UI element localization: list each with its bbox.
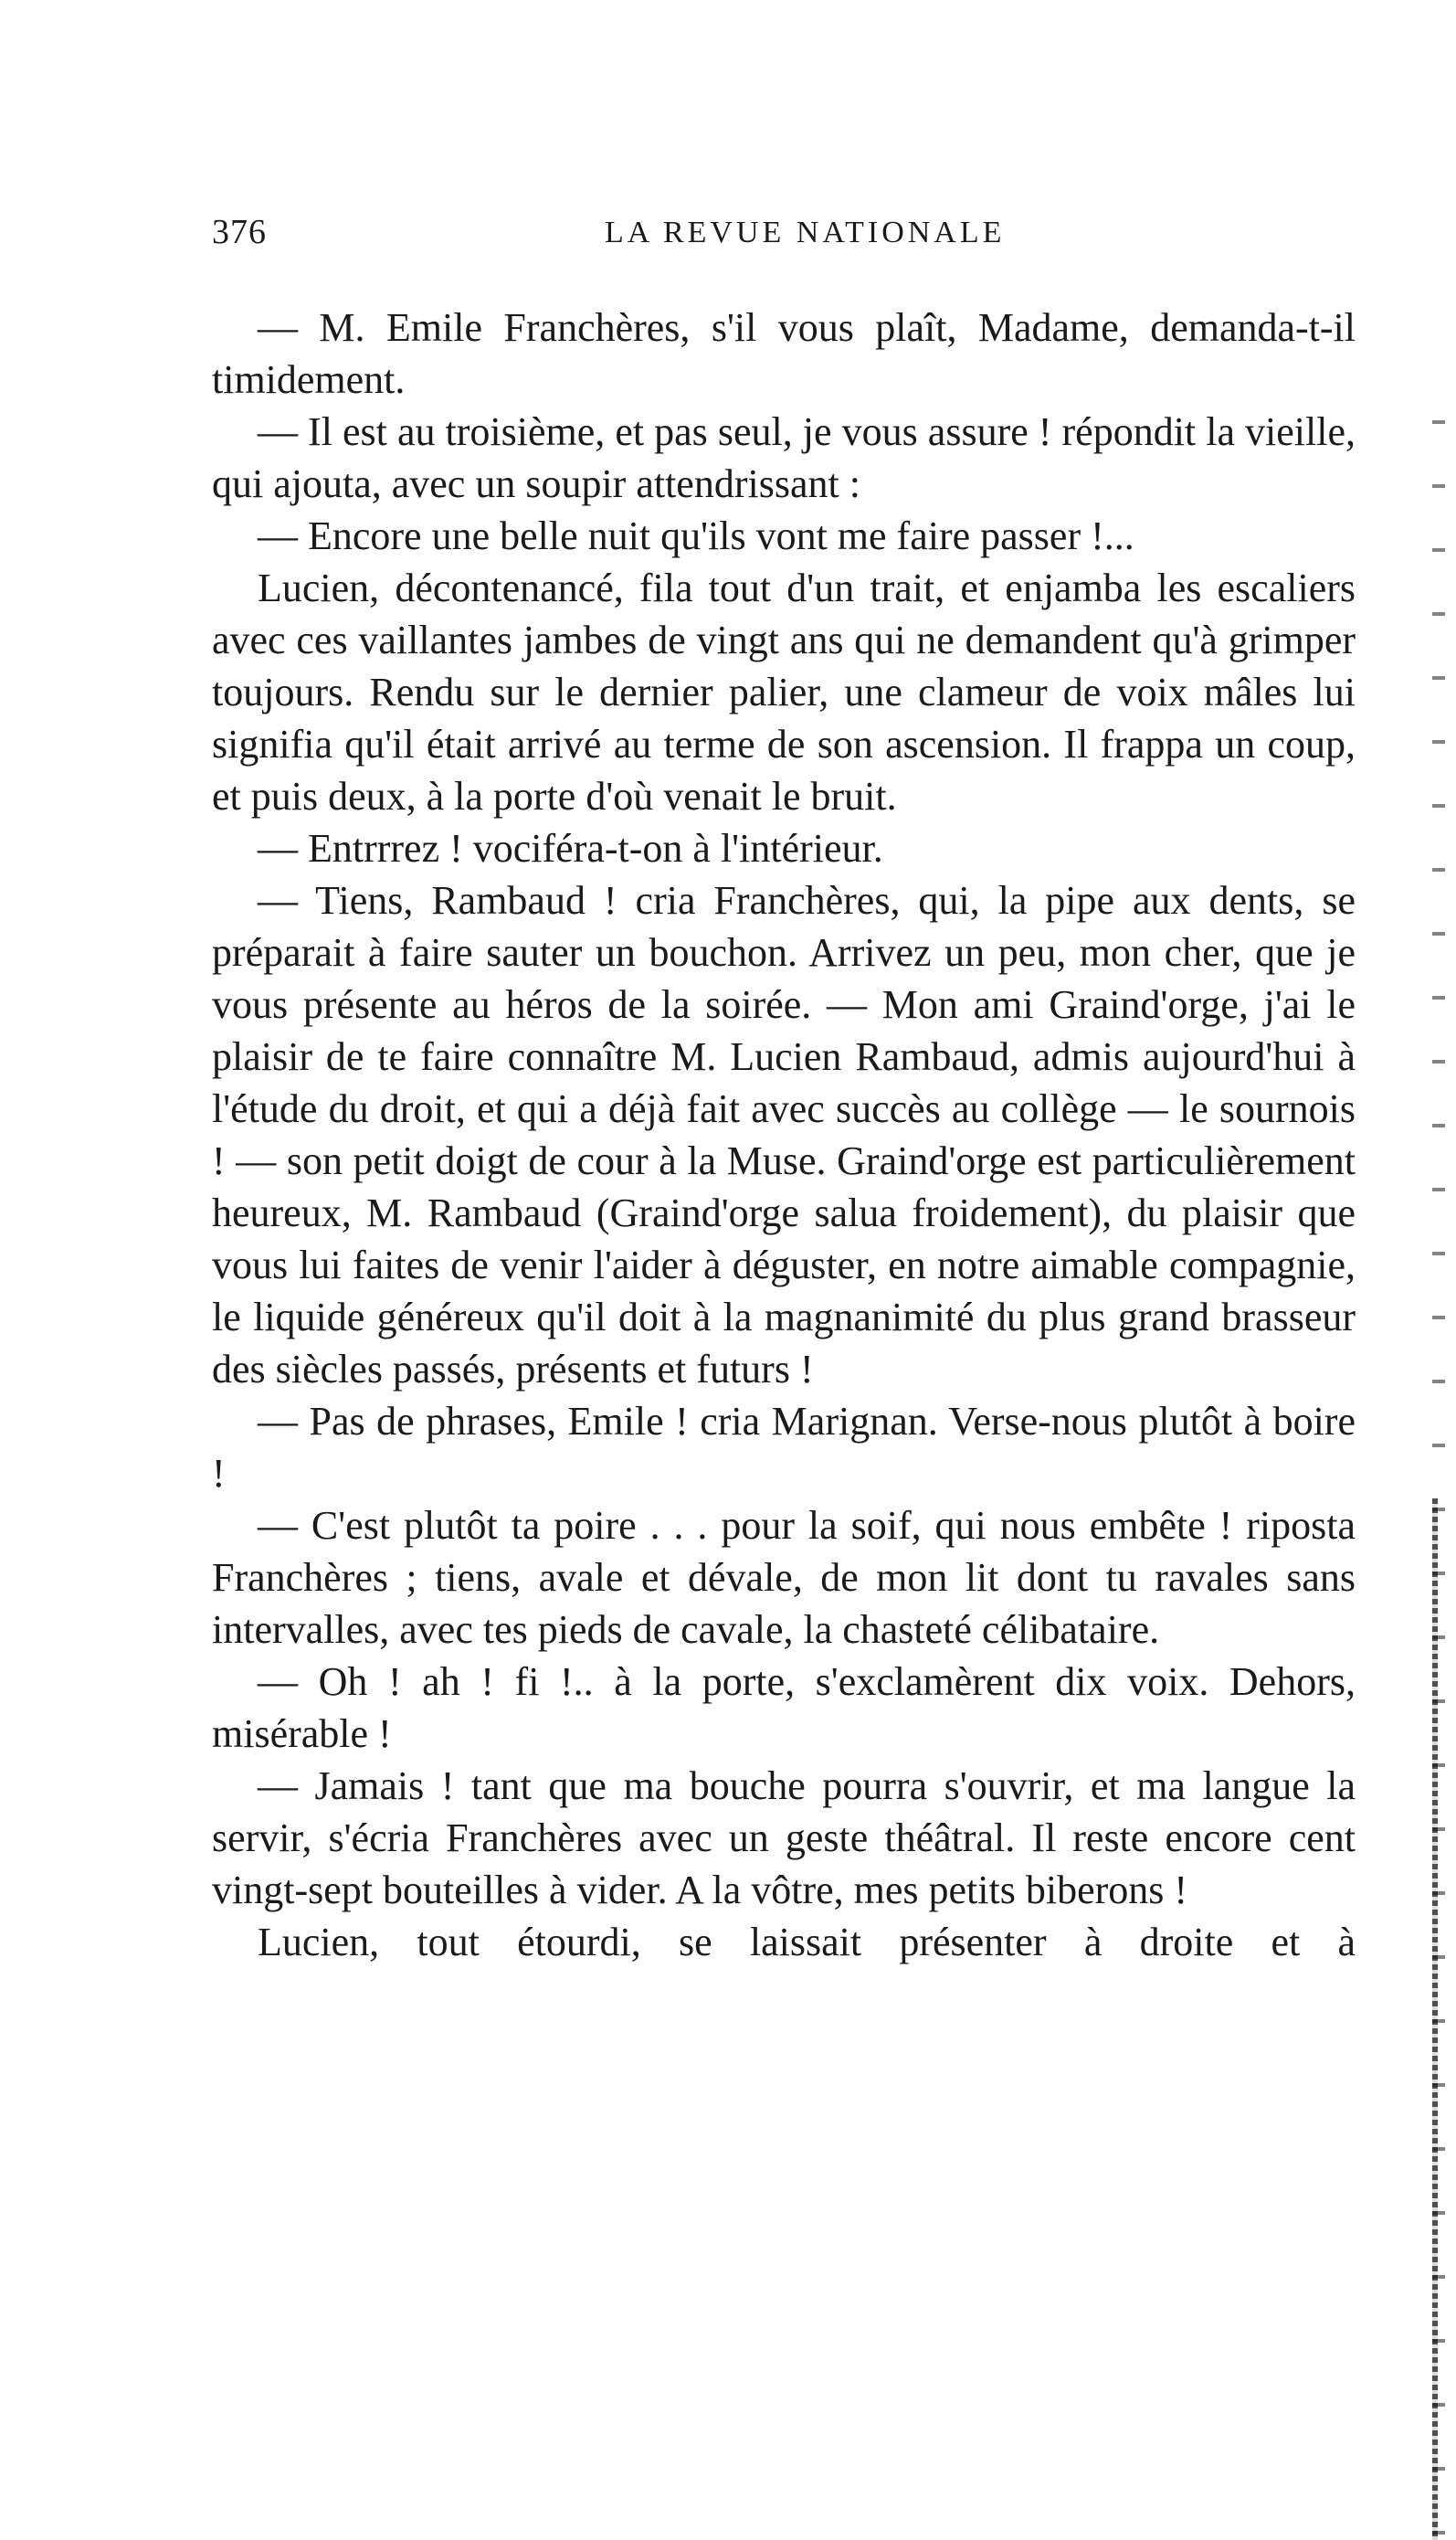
paragraph: — Entrrrez ! vociféra-t-on à l'intérieur. bbox=[258, 826, 883, 871]
paragraph: Lucien, tout étourdi, se laissait présenter à droite et à bbox=[258, 1920, 1356, 1964]
running-title: LA REVUE NATIONALE bbox=[605, 216, 1006, 249]
binding-edge-dense-shadow bbox=[1432, 1498, 1438, 2540]
body-text bbox=[212, 302, 1356, 1968]
paragraph: — Oh ! ah ! fi !.. à la porte, s'exclamèrent dix voix. Dehors, misérable ! bbox=[212, 1659, 1356, 1756]
paragraph: — Encore une belle nuit qu'ils vont me faire passer !... bbox=[258, 513, 1134, 558]
paragraph: — M. Emile Franchères, s'il vous plaît, Madame, demanda-t-il timidement. bbox=[212, 305, 1356, 402]
paragraph: — Tiens, Rambaud ! cria Franchères, qui, la pipe aux dents, se préparait à faire sauter un bouchon. Arrivez un peu, mon cher, que je vous présente au héros de la soirée. — Mon ami Graind'orge, j'ai le plaisir de te faire connaître M. Lucien Rambaud, admis aujourd'hui à l'étude du droit, et qui a déjà fait avec succès au collège — le sournois ! — son petit doigt de cour à la Muse. Graind'orge est particulièrement heureux, M. Rambaud (Graind'orge salua froidement), du plaisir que vous lui faites de venir l'aider à déguster, en notre aimable compagnie, le liquide généreux qu'il doit à la magnanimité du plus grand brasseur des siècles passés, présents et futurs ! bbox=[212, 878, 1356, 1392]
paragraph: Lucien, décontenancé, fila tout d'un trait, et enjamba les escaliers avec ces vaillantes jambes de vingt ans qui ne demandent qu'à grimper toujours. Rendu sur le dernier palier, une clameur de voix mâles lui signifia qu'il était arrivé au terme de son ascension. Il frappa un coup, et puis deux, à la porte d'où venait le bruit. bbox=[212, 566, 1356, 819]
paragraph: — Pas de phrases, Emile ! cria Marignan. Verse-nous plutôt à boire ! bbox=[212, 1399, 1356, 1496]
page-number: 376 bbox=[212, 213, 267, 251]
paragraph: — Jamais ! tant que ma bouche pourra s'ouvrir, et ma langue la servir, s'écria Franchères avec un geste théâtral. Il reste encore cent vingt-sept bouteilles à vider. A la vôtre, mes petits biberons ! bbox=[212, 1763, 1356, 1912]
paragraph: — C'est plutôt ta poire . . . pour la soif, qui nous embête ! riposta Franchères ; tiens, avale et dévale, de mon lit dont tu ravales sans intervalles, avec tes pieds de cavale, la chasteté célibataire. bbox=[212, 1503, 1356, 1652]
page-header bbox=[212, 212, 1363, 258]
paragraph: — Il est au troisième, et pas seul, je vous assure ! répondit la vieille, qui ajouta, avec un soupir attendrissant : bbox=[212, 409, 1356, 506]
